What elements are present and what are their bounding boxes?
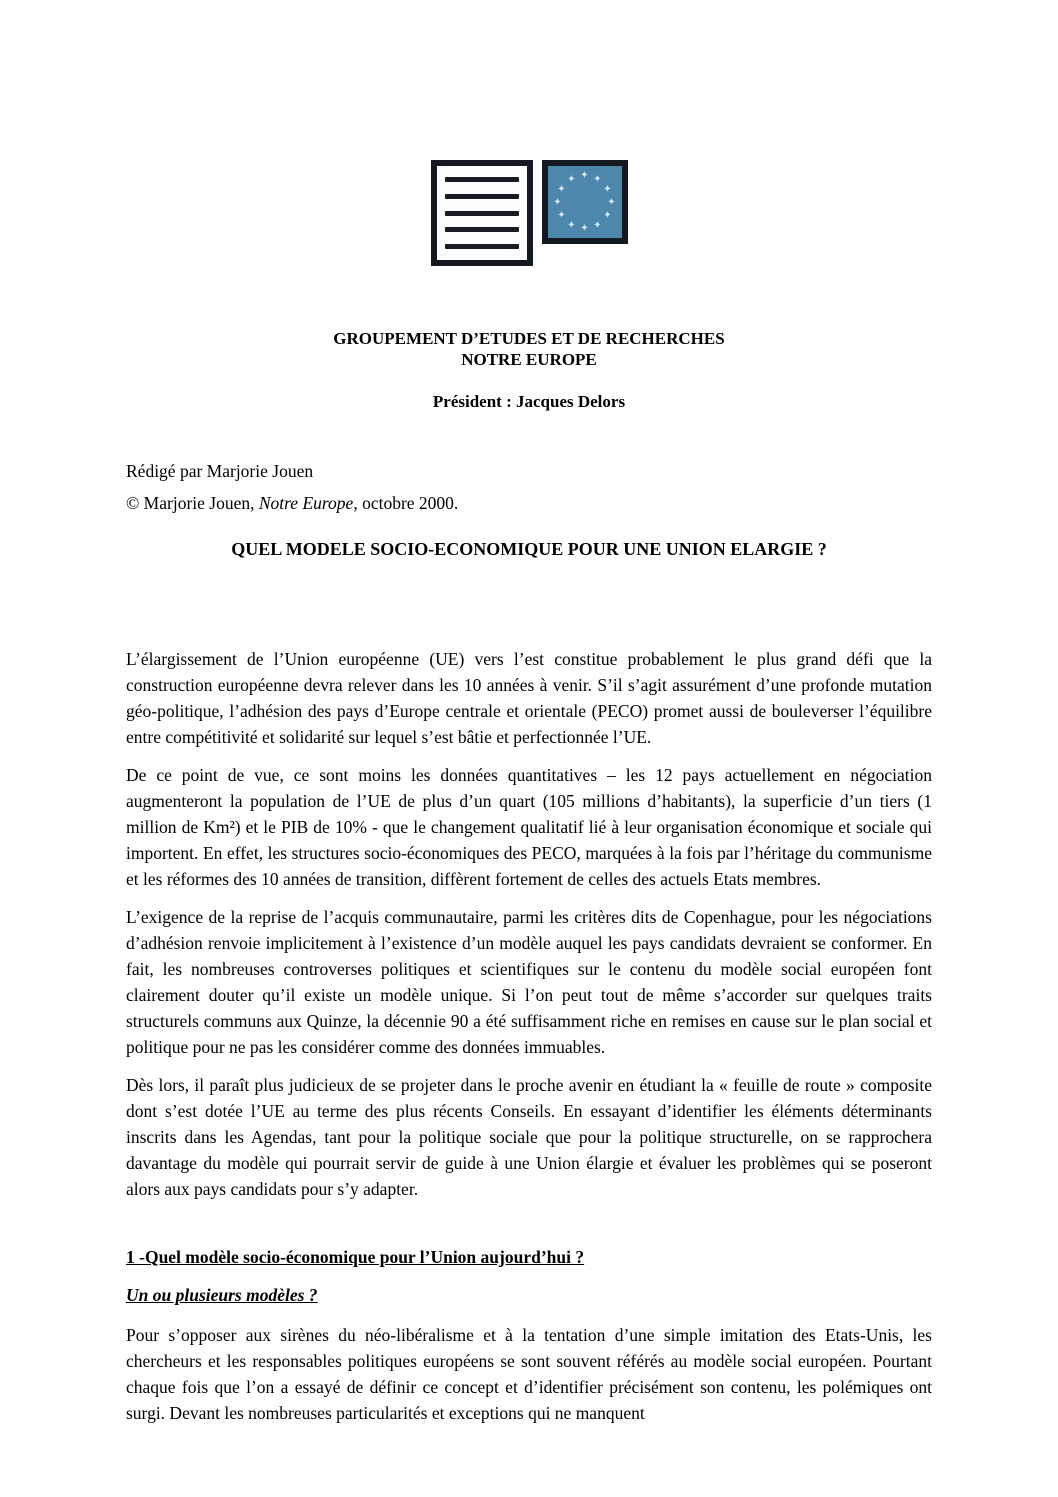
author-line: Rédigé par Marjorie Jouen <box>126 461 314 481</box>
paragraph-1: L’élargissement de l’Union européenne (UE) vers l’est constitue probablement le plus grand défi que la construction européenne devra relever dans les 10 années à venir. S’il s’agit assurément d’une profonde mutation géo-politique, l’adhésion des pays d’Europe centrale et orientale (PECO) promet aussi de bouleverser l’équilibre entre compétitivité et solidarité sur lequel s’est bâtie et perfectionnée l’UE. <box>126 649 932 747</box>
organization-header <box>0 328 1058 370</box>
org-name-line2: NOTRE EUROPE <box>461 350 597 369</box>
document-title: QUEL MODELE SOCIO-ECONOMIQUE POUR UNE UNION ELARGIE ? <box>231 539 827 559</box>
eu-star-icon: ✦ <box>557 184 566 195</box>
paragraph-2: De ce point de vue, ce sont moins les données quantitatives – les 12 pays actuellement en négociation augmenteront la population de l’UE de plus d’un quart (105 millions d’habitants), la superficie d’un tiers (1 million de Km²) et le PIB de 10% - que le changement qualitatif lié à leur organisation économique et sociale qui importent. En effet, les structures socio-économiques des PECO, marquées à la fois par l’héritage du communisme et les réformes des 10 années de transition, diffèrent fortement de celles des actuels Etats membres. <box>126 765 932 889</box>
eu-star-icon: ✦ <box>603 184 612 195</box>
copyright-suffix: , octobre 2000. <box>353 493 459 513</box>
paragraph-4: Dès lors, il paraît plus judicieux de se projeter dans le proche avenir en étudiant la « feuille de route » composite dont s’est dotée l’UE au terme des plus récents Conseils. En essayant d’identifier les éléments déterminants inscrits dans les Agendas, tant pour la politique sociale que pour la politique structurelle, on se rapprochera davantage du modèle qui pourrait servir de guide à une Union élargie et évaluer les problèmes qui se poseront alors aux pays candidats pour s’y adapter. <box>126 1075 932 1199</box>
president-line: Président : Jacques Delors <box>432 392 626 411</box>
document-lines-icon <box>431 160 533 266</box>
eu-star-icon: ✦ <box>567 220 576 231</box>
eu-star-icon: ✦ <box>603 210 612 221</box>
org-name-line1: GROUPEMENT D’ETUDES ET DE RECHERCHES <box>333 329 725 348</box>
paragraph-5: Pour s’opposer aux sirènes du néo-libéralisme et à la tentation d’une simple imitation des Etats-Unis, les chercheurs et les responsables politiques européens se sont souvent référés au modèle social européen. Pourtant chaque fois que l’on a essayé de définir ce concept et d’identifier précisément son contenu, les polémiques ont surgi. Devant les nombreuses particularités et exceptions qui ne manquent <box>126 1325 932 1423</box>
eu-flag-icon <box>542 160 628 244</box>
eu-star-icon: ✦ <box>580 170 589 181</box>
copyright-work-title: Notre Europe <box>258 493 354 513</box>
section-1-heading: 1 -Quel modèle socio-économique pour l’Union aujourd’hui ? <box>126 1247 585 1267</box>
eu-star-icon: ✦ <box>593 220 602 231</box>
eu-star-icon: ✦ <box>557 210 566 221</box>
eu-star-icon: ✦ <box>553 197 562 208</box>
eu-star-icon: ✦ <box>593 174 602 185</box>
copyright-prefix: © Marjorie Jouen, <box>126 493 259 513</box>
document-body <box>126 646 932 1426</box>
eu-star-icon: ✦ <box>580 223 589 234</box>
copyright-line <box>126 490 932 516</box>
eu-star-icon: ✦ <box>607 197 616 208</box>
section-1-subheading: Un ou plusieurs modèles ? <box>126 1285 318 1305</box>
paragraph-3: L’exigence de la reprise de l’acquis communautaire, parmi les critères dits de Copenhague, pour les négociations d’adhésion renvoie implicitement à l’existence d’un modèle auquel les pays candidats devraient se conformer. En fait, les nombreuses controverses politiques et scientifiques sur le contenu du modèle social européen font clairement douter qu’il existe un modèle unique. Si l’on peut tout de même s’accorder sur quelques traits structurels communs aux Quinze, la décennie 90 a été suffisamment riche en remises en cause sur le plan social et politique pour ne pas les considérer comme des données immuables. <box>126 907 932 1057</box>
eu-star-icon: ✦ <box>567 174 576 185</box>
notre-europe-logo <box>0 0 1058 266</box>
